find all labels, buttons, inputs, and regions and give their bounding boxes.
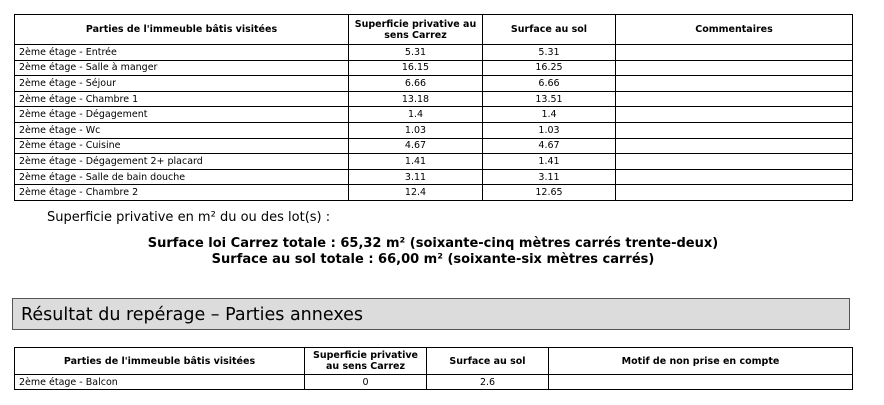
cell-commentaire: [616, 60, 853, 76]
cell-partie: 2ème étage - Balcon: [15, 375, 305, 390]
header-commentaires: Commentaires: [616, 15, 853, 45]
cell-sol: 1.4: [483, 107, 616, 123]
cell-partie: 2ème étage - Salle à manger: [15, 60, 349, 76]
table-row: [15, 169, 853, 185]
cell-carrez: 4.67: [349, 138, 483, 154]
annex-table: [14, 347, 853, 390]
table-row: [15, 45, 853, 61]
cell-sol: 13.51: [483, 91, 616, 107]
total-sol: Surface au sol totale : 66,00 m² (soixante-six mètres carrés): [211, 252, 655, 267]
header-carrez: Superficie privative au sens Carrez: [305, 348, 427, 375]
cell-partie: 2ème étage - Séjour: [15, 76, 349, 92]
cell-sol: 5.31: [483, 45, 616, 61]
surfaces-table: [14, 14, 853, 201]
cell-carrez: 16.15: [349, 60, 483, 76]
cell-partie: 2ème étage - Entrée: [15, 45, 349, 61]
cell-sol: 1.03: [483, 122, 616, 138]
cell-commentaire: [616, 122, 853, 138]
cell-carrez: 1.4: [349, 107, 483, 123]
cell-sol: 4.67: [483, 138, 616, 154]
cell-partie: 2ème étage - Dégagement: [15, 107, 349, 123]
table-row: [15, 138, 853, 154]
cell-sol: 2.6: [427, 375, 549, 390]
cell-sol: 16.25: [483, 60, 616, 76]
cell-partie: 2ème étage - Wc: [15, 122, 349, 138]
cell-commentaire: [616, 169, 853, 185]
header-motif: Motif de non prise en compte: [549, 348, 853, 375]
table-header-row: [15, 348, 853, 375]
cell-commentaire: [616, 138, 853, 154]
header-carrez: Superficie privative au sens Carrez: [349, 15, 483, 45]
cell-carrez: 12.4: [349, 185, 483, 201]
cell-carrez: 13.18: [349, 91, 483, 107]
cell-partie: 2ème étage - Chambre 2: [15, 185, 349, 201]
cell-motif: [549, 375, 853, 390]
cell-carrez: 0: [305, 375, 427, 390]
cell-commentaire: [616, 45, 853, 61]
header-parties: Parties de l'immeuble bâtis visitées: [15, 348, 305, 375]
cell-carrez: 3.11: [349, 169, 483, 185]
cell-commentaire: [616, 154, 853, 170]
cell-carrez: 5.31: [349, 45, 483, 61]
cell-commentaire: [616, 76, 853, 92]
table-row: [15, 107, 853, 123]
cell-sol: 6.66: [483, 76, 616, 92]
cell-sol: 12.65: [483, 185, 616, 201]
cell-commentaire: [616, 107, 853, 123]
cell-partie: 2ème étage - Salle de bain douche: [15, 169, 349, 185]
cell-carrez: 6.66: [349, 76, 483, 92]
total-carrez: Surface loi Carrez totale : 65,32 m² (soixante-cinq mètres carrés trente-deux): [147, 236, 719, 251]
summary-label: Superficie privative en m² du ou des lot(s) :: [47, 210, 331, 225]
table-row: [15, 76, 853, 92]
cell-carrez: 1.41: [349, 154, 483, 170]
table-row: [15, 154, 853, 170]
header-parties: Parties de l'immeuble bâtis visitées: [15, 15, 349, 45]
table-row: [15, 122, 853, 138]
cell-sol: 3.11: [483, 169, 616, 185]
table-header-row: [15, 15, 853, 45]
cell-partie: 2ème étage - Cuisine: [15, 138, 349, 154]
cell-partie: 2ème étage - Chambre 1: [15, 91, 349, 107]
cell-partie: 2ème étage - Dégagement 2+ placard: [15, 154, 349, 170]
header-sol: Surface au sol: [427, 348, 549, 375]
table-row: [15, 91, 853, 107]
header-sol: Surface au sol: [483, 15, 616, 45]
section-header-annexes: Résultat du repérage – Parties annexes: [12, 298, 850, 330]
cell-commentaire: [616, 185, 853, 201]
table-row: [15, 60, 853, 76]
table-row: [15, 375, 853, 390]
cell-commentaire: [616, 91, 853, 107]
cell-sol: 1.41: [483, 154, 616, 170]
table-row: [15, 185, 853, 201]
cell-carrez: 1.03: [349, 122, 483, 138]
